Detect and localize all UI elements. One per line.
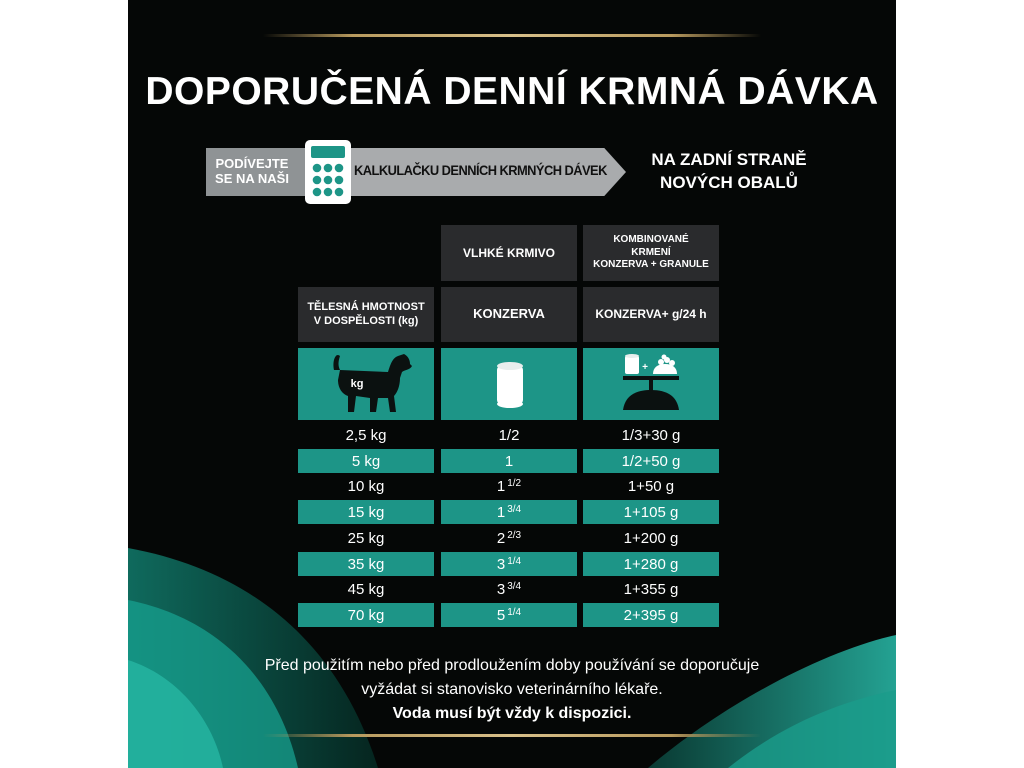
table-cell bbox=[441, 500, 577, 524]
can-amount-whole: 2 bbox=[496, 529, 506, 547]
can-amount-fraction: 1/4 bbox=[507, 555, 522, 567]
table-cell bbox=[441, 474, 577, 498]
combo-amount-value: 2+395 g bbox=[623, 606, 679, 624]
can-icon-cell bbox=[441, 348, 577, 420]
banner-calculator-text bbox=[354, 162, 607, 178]
table-cell bbox=[583, 449, 719, 473]
can-amount-whole: 1 bbox=[496, 477, 506, 495]
scale-icon-cell bbox=[583, 348, 719, 420]
footer-notice bbox=[168, 654, 856, 726]
body-weight-value: 5 kg bbox=[351, 452, 381, 470]
scale-icon bbox=[583, 348, 719, 420]
body-weight-value: 25 kg bbox=[347, 529, 385, 547]
dog-icon-label: kg bbox=[350, 378, 364, 390]
table-cell bbox=[298, 526, 434, 550]
product-info-panel bbox=[128, 0, 896, 768]
body-weight-value: 45 kg bbox=[347, 580, 385, 598]
header-can-grams bbox=[583, 287, 719, 342]
svg-text:+: + bbox=[642, 362, 648, 373]
table-cell bbox=[583, 552, 719, 576]
can-icon bbox=[441, 348, 577, 420]
table-cell bbox=[441, 552, 577, 576]
can-amount-fraction: 3/4 bbox=[507, 503, 522, 515]
can-amount-whole: 1 bbox=[496, 503, 506, 521]
dog-icon bbox=[298, 348, 434, 420]
banner-lead-line1: PODÍVEJTE bbox=[215, 156, 289, 171]
table-cell bbox=[441, 449, 577, 473]
can-amount-fraction: 3/4 bbox=[507, 580, 522, 592]
footer-line1: Před použitím nebo před prodloužením doby používání se doporučuje bbox=[264, 657, 760, 674]
can-amount-whole: 5 bbox=[496, 606, 506, 624]
table-cell bbox=[298, 577, 434, 601]
can-amount-whole: 1/2 bbox=[498, 426, 520, 444]
banner-right-line2: NOVÝCH OBALŮ bbox=[660, 173, 798, 192]
header-body-weight bbox=[298, 287, 434, 342]
header-weight-line1: TĚLESNÁ HMOTNOST bbox=[307, 300, 425, 313]
table-cell bbox=[298, 603, 434, 627]
table-cell bbox=[583, 577, 719, 601]
table-cell bbox=[583, 526, 719, 550]
banner-right-text bbox=[634, 148, 824, 194]
header-wet-food bbox=[441, 225, 577, 281]
calculator-banner bbox=[206, 146, 626, 198]
header-combo-line3: KONZERVA + GRANULE bbox=[593, 259, 709, 271]
combo-amount-value: 1/2+50 g bbox=[621, 452, 681, 470]
can-amount-fraction: 2/3 bbox=[507, 529, 522, 541]
header-combined-feeding bbox=[583, 225, 719, 281]
table-cell bbox=[441, 526, 577, 550]
table-cell bbox=[583, 603, 719, 627]
header-combo-line1: KOMBINOVANÉ bbox=[613, 234, 689, 246]
can-amount-whole: 3 bbox=[496, 580, 506, 598]
table-cell bbox=[298, 552, 434, 576]
bottom-gold-line bbox=[263, 734, 761, 737]
table-cell bbox=[583, 500, 719, 524]
combo-amount-value: 1+355 g bbox=[623, 580, 679, 598]
body-weight-value: 70 kg bbox=[347, 606, 385, 624]
combo-amount-value: 1+105 g bbox=[623, 503, 679, 521]
can-amount-whole: 1 bbox=[504, 452, 514, 470]
table-cell bbox=[298, 449, 434, 473]
body-weight-value: 35 kg bbox=[347, 555, 385, 573]
header-can-grams-label: KONZERVA+ g/24 h bbox=[595, 307, 707, 321]
combo-amount-value: 1+200 g bbox=[623, 529, 679, 547]
body-weight-value: 10 kg bbox=[347, 477, 385, 495]
table-cell bbox=[298, 423, 434, 447]
banner-lead-line2: SE NA NAŠI bbox=[215, 171, 289, 186]
combo-amount-value: 1/3+30 g bbox=[621, 426, 681, 444]
header-can bbox=[441, 287, 577, 342]
top-gold-line bbox=[263, 34, 761, 37]
body-weight-value: 2,5 kg bbox=[345, 426, 387, 444]
footer-water-note: Voda musí být vždy k dispozici. bbox=[392, 705, 632, 722]
table-cell bbox=[298, 474, 434, 498]
can-amount-fraction: 1/4 bbox=[507, 606, 522, 618]
header-combo-line2: KRMENÍ bbox=[631, 246, 671, 258]
dog-icon-cell bbox=[298, 348, 434, 420]
can-amount-fraction: 1/2 bbox=[507, 477, 522, 489]
header-wet-food-label: VLHKÉ KRMIVO bbox=[462, 245, 555, 260]
table-cell bbox=[441, 603, 577, 627]
page-title: DOPORUČENÁ DENNÍ KRMNÁ DÁVKA bbox=[145, 70, 879, 113]
banner-lead-text bbox=[212, 156, 292, 186]
table-cell bbox=[441, 423, 577, 447]
footer-line2: vyžádat si stanovisko veterinárního lékaře. bbox=[361, 681, 663, 698]
calculator-icon bbox=[303, 138, 353, 206]
banner-mid-part2: DENNÍCH KRMNÝCH DÁVEK bbox=[438, 162, 607, 178]
combo-amount-value: 1+280 g bbox=[623, 555, 679, 573]
combo-amount-value: 1+50 g bbox=[627, 477, 675, 495]
banner-right-line1: NA ZADNÍ STRANĚ bbox=[651, 150, 807, 169]
table-cell bbox=[583, 474, 719, 498]
body-weight-value: 15 kg bbox=[347, 503, 385, 521]
header-can-label: KONZERVA bbox=[473, 306, 545, 322]
header-weight-line2: V DOSPĚLOSTI (kg) bbox=[313, 314, 419, 327]
can-amount-whole: 3 bbox=[496, 555, 506, 573]
table-cell bbox=[583, 423, 719, 447]
banner-mid-part1: KALKULAČKU bbox=[354, 162, 439, 178]
table-cell bbox=[441, 577, 577, 601]
table-cell bbox=[298, 500, 434, 524]
